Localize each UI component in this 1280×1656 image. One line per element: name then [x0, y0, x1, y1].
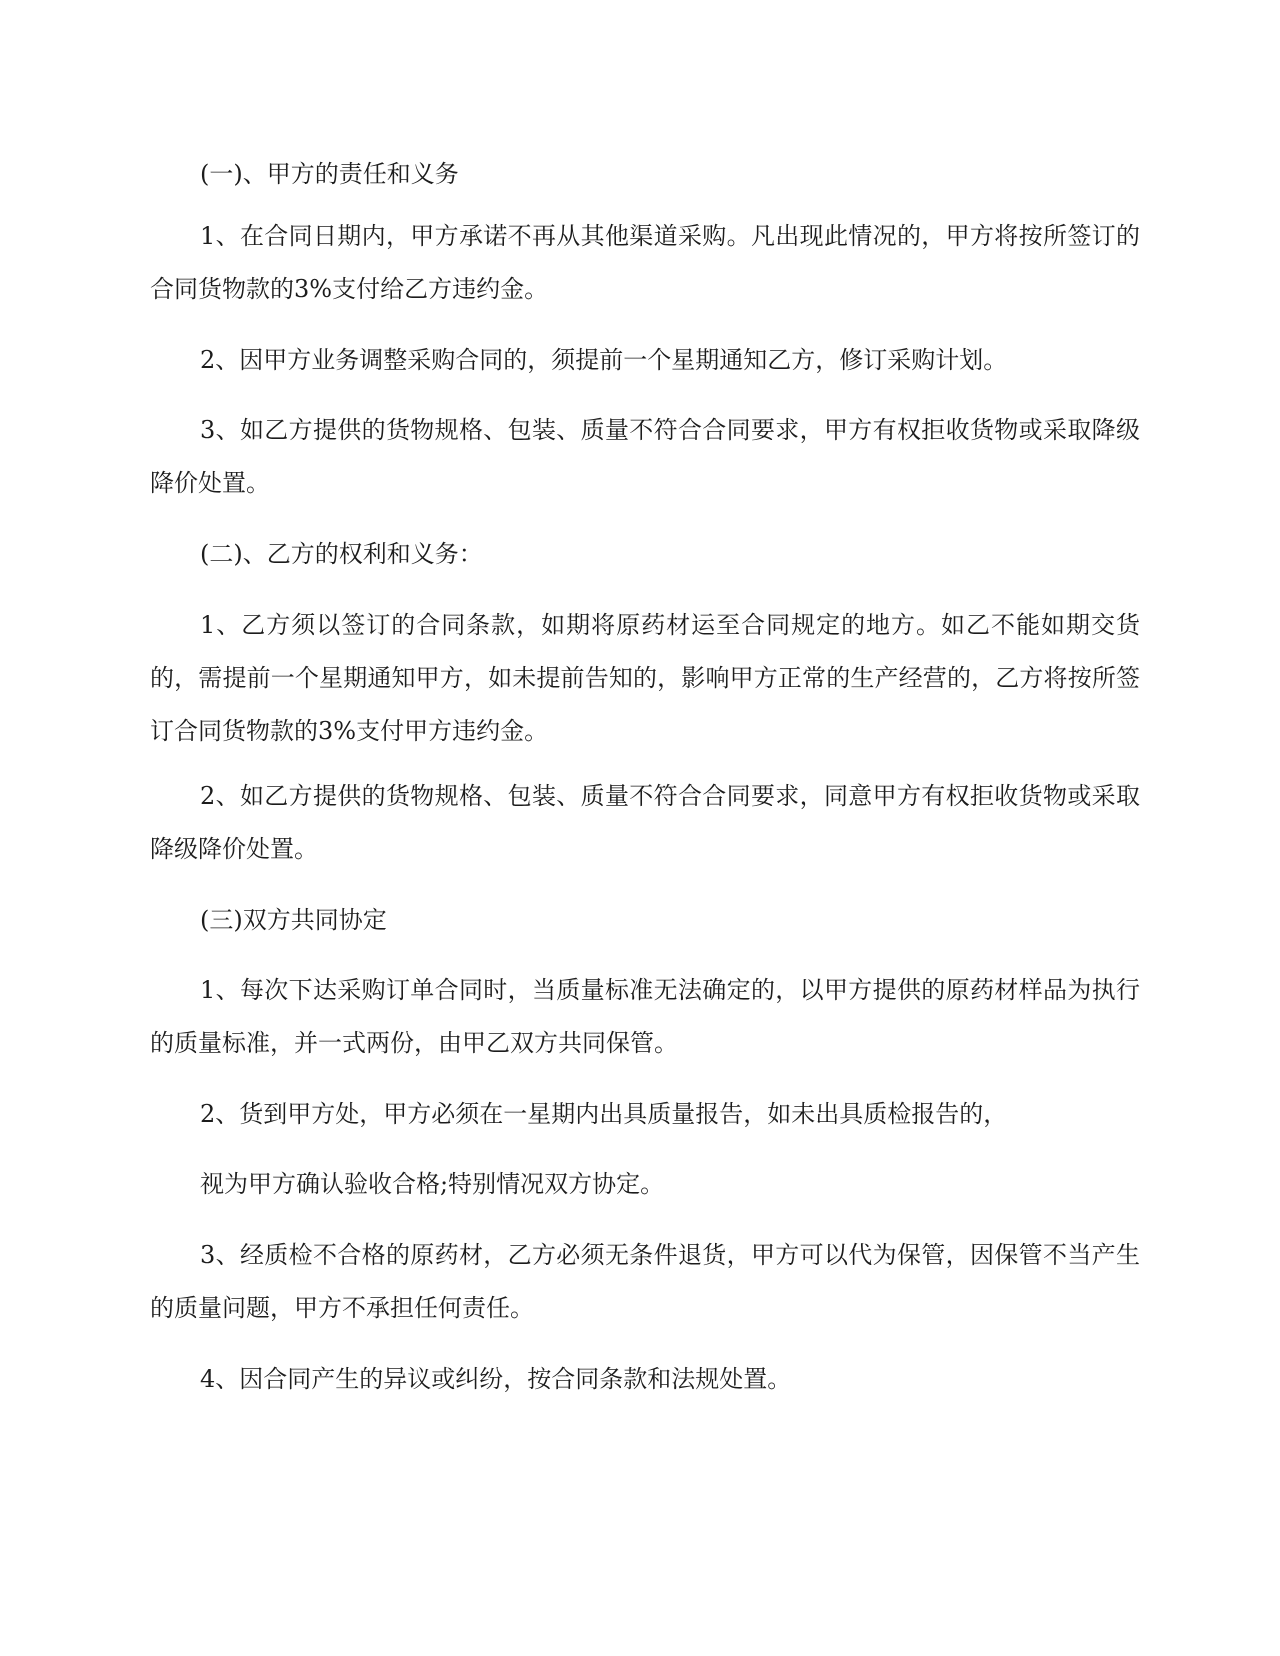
clause-mutual-4: 4、因合同产生的异议或纠纷，按合同条款和法规处置。 [200, 1365, 792, 1393]
clause-mutual-3: 3、经质检不合格的原药材，乙方必须无条件退货，甲方可以代为保管，因保管不当产生的质量问题，甲方不承担任何责任。 [150, 1241, 1140, 1322]
clause-party-a-1: 1、在合同日期内，甲方承诺不再从其他渠道采购。凡出现此情况的，甲方将按所签订的合同货物款的3%支付给乙方违约金。 [150, 222, 1140, 303]
section-heading-party-a: (一)、甲方的责任和义务 [200, 160, 459, 188]
clause-mutual-1: 1、每次下达采购订单合同时，当质量标准无法确定的，以甲方提供的原药材样品为执行的质量标准，并一式两份，由甲乙双方共同保管。 [150, 976, 1140, 1057]
clause-mutual-2: 2、货到甲方处，甲方必须在一星期内出具质量报告，如未出具质检报告的， [200, 1100, 1008, 1128]
clause-party-a-2: 2、因甲方业务调整采购合同的，须提前一个星期通知乙方，修订采购计划。 [200, 346, 1008, 374]
clause-party-b-1: 1、乙方须以签订的合同条款，如期将原药材运至合同规定的地方。如乙不能如期交货的，需提前一个星期通知甲方，如未提前告知的，影响甲方正常的生产经营的，乙方将按所签订合同货物款的3%支付甲方违约金。 [150, 611, 1140, 745]
section-heading-mutual: (三)双方共同协定 [200, 906, 387, 934]
clause-mutual-2-continued: 视为甲方确认验收合格;特别情况双方协定。 [200, 1170, 665, 1198]
clause-party-a-3: 3、如乙方提供的货物规格、包装、质量不符合合同要求，甲方有权拒收货物或采取降级降价处置。 [150, 416, 1140, 497]
clause-party-b-2: 2、如乙方提供的货物规格、包装、质量不符合合同要求，同意甲方有权拒收货物或采取降级降价处置。 [150, 782, 1140, 863]
section-heading-party-b: (二)、乙方的权利和义务： [200, 540, 483, 568]
